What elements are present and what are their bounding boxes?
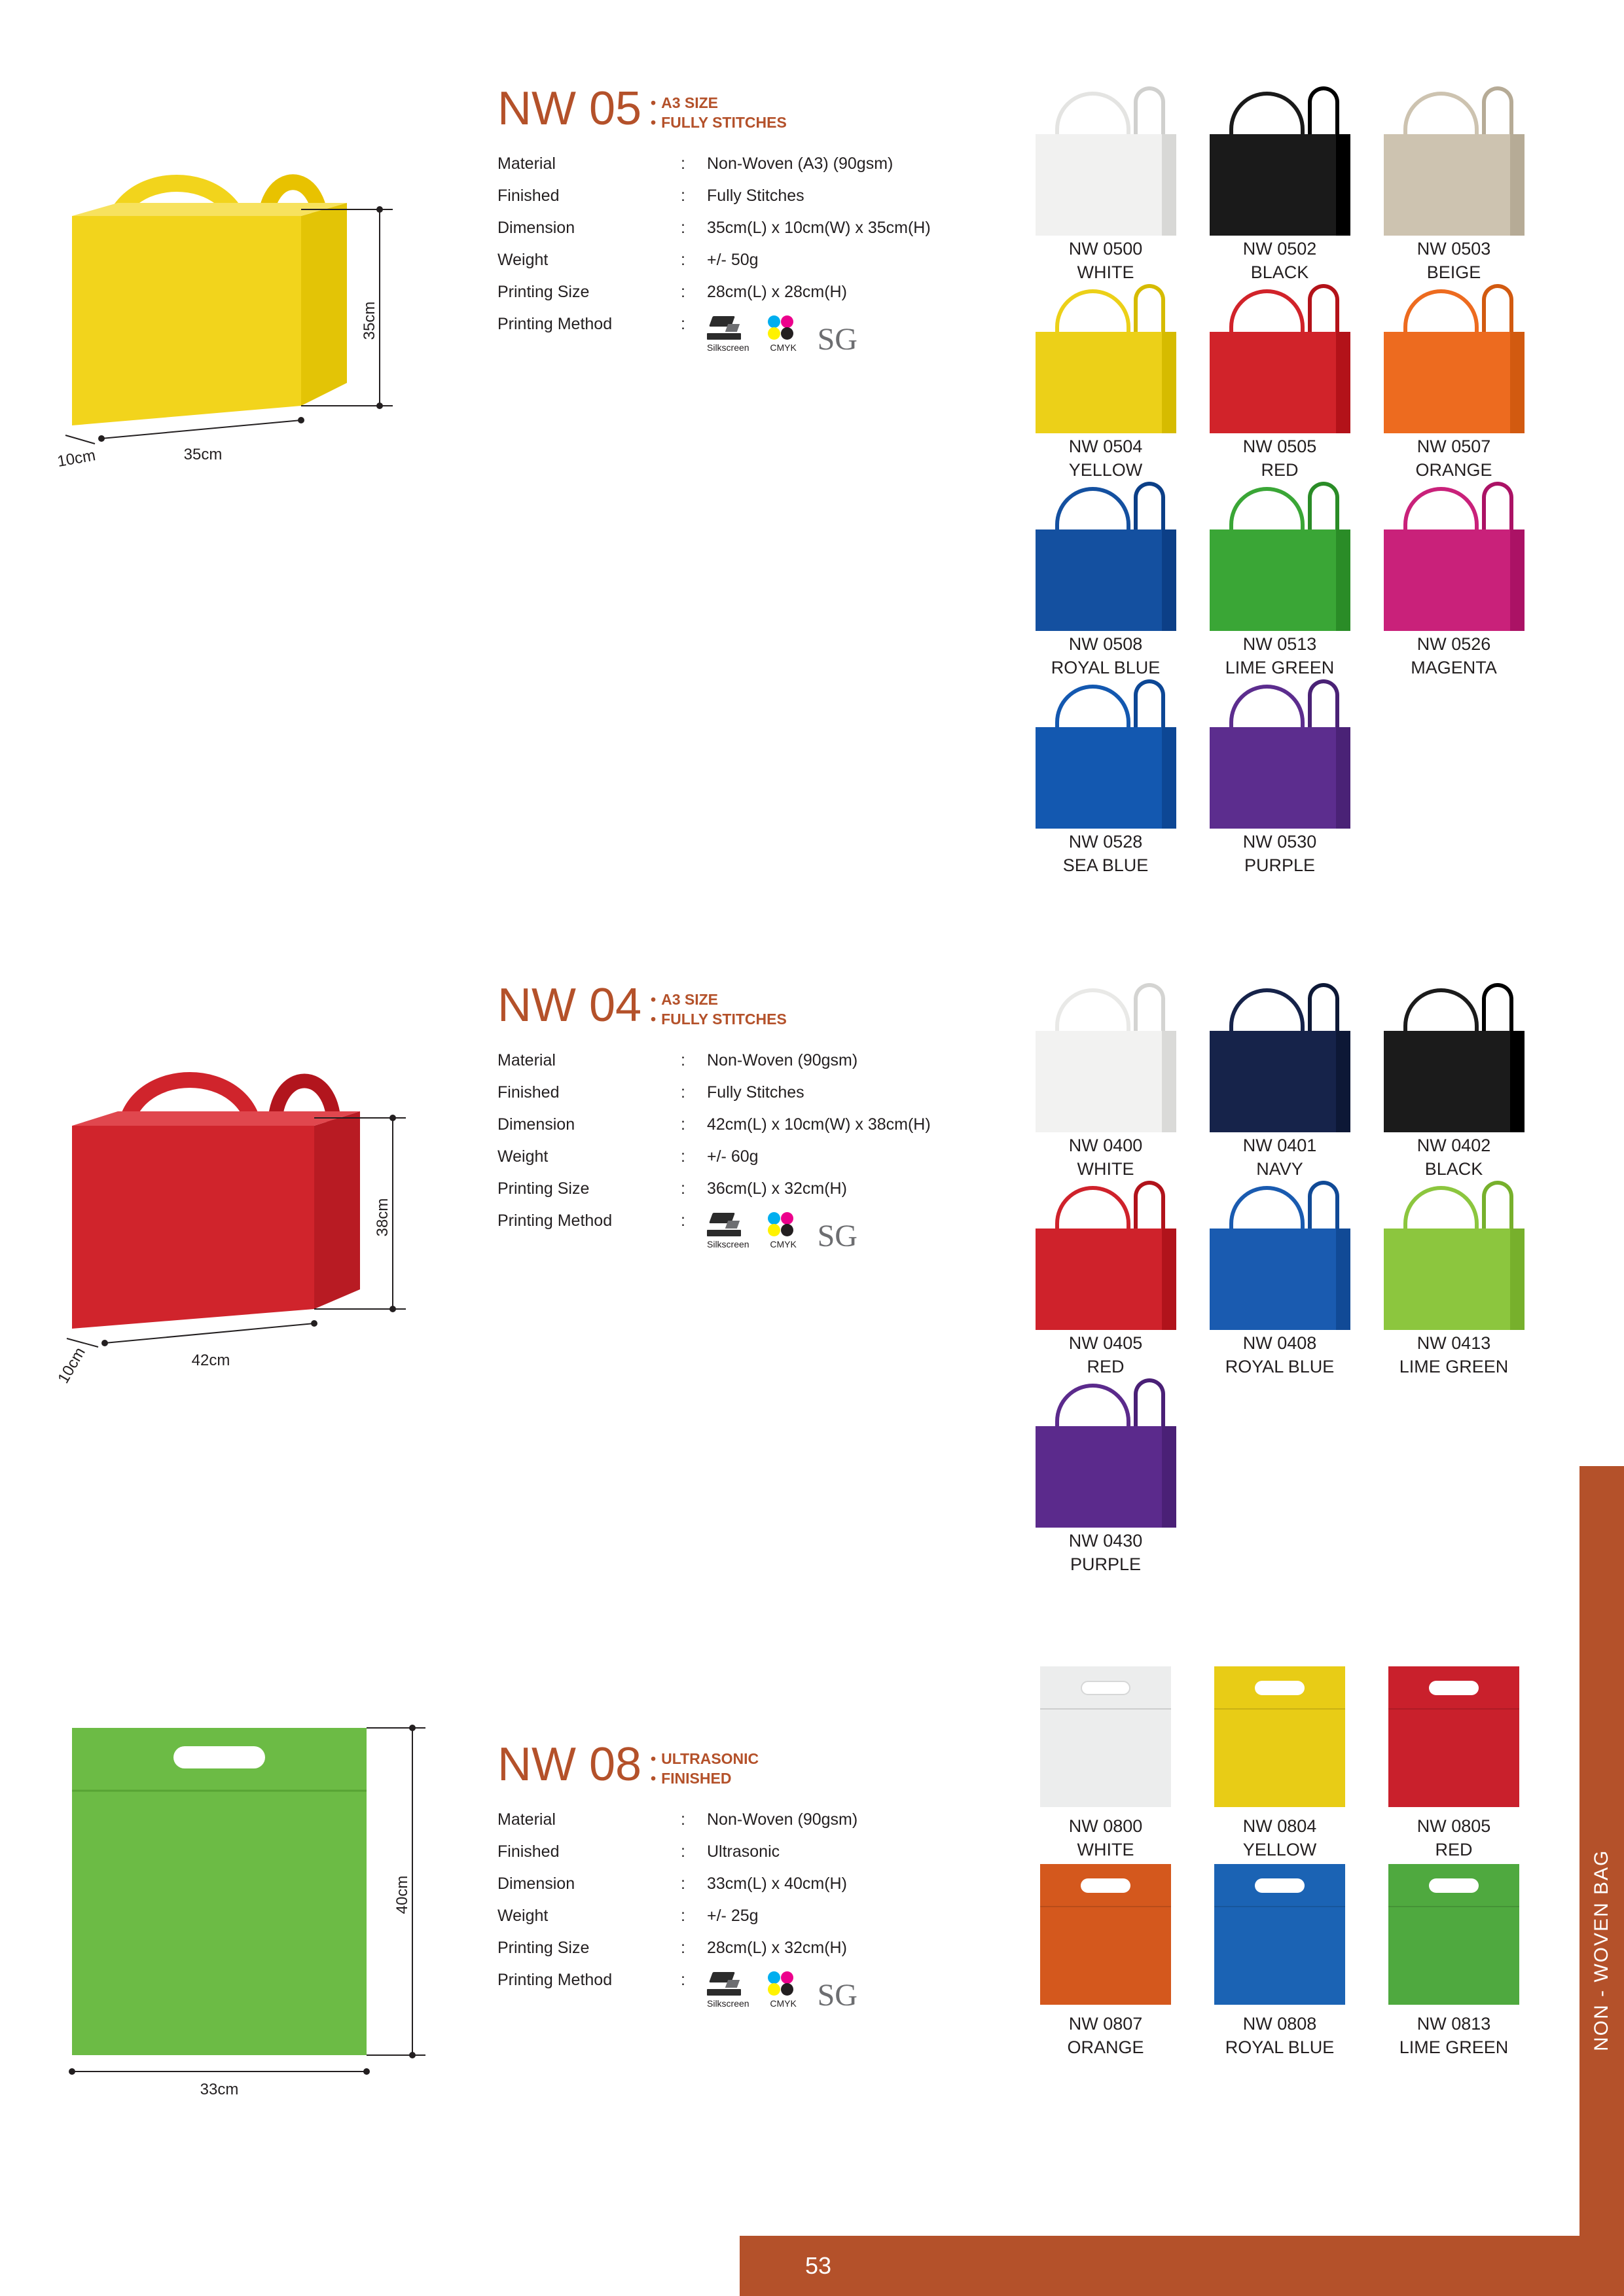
spec-row-finished <box>497 180 1008 212</box>
tote-bag-icon <box>1210 85 1350 236</box>
color-cell <box>1195 480 1364 678</box>
cmyk-icon-block <box>767 1211 801 1249</box>
colon: : <box>681 1842 685 1861</box>
sg-icon-block <box>817 1219 857 1253</box>
spec-table-nw05 <box>497 148 1008 359</box>
label-dimension: Dimension <box>497 1115 575 1134</box>
sg-icon-block <box>817 1978 857 2013</box>
color-code: NW 0505 <box>1242 437 1317 456</box>
dcut-bag-icon <box>1388 1860 1519 2011</box>
spec-row-printing-size <box>497 1173 1008 1205</box>
spec-row-material <box>497 1045 1008 1077</box>
tote-bag-icon <box>1036 678 1176 829</box>
spec-row-finished <box>497 1836 1008 1868</box>
spec-row-printing-size <box>497 276 1008 308</box>
sg-icon: SG <box>817 1219 857 1253</box>
value-dimension-nw08: 33cm(L) x 40cm(H) <box>707 1874 847 1893</box>
hero-bag-svg <box>39 982 471 1388</box>
silkscreen-icon <box>707 315 741 341</box>
color-grid-row <box>1021 480 1545 678</box>
color-grid-nw05 <box>1021 85 1545 876</box>
hero-dim-width-nw05: 35cm <box>183 446 223 463</box>
hero-illustration-nw04 <box>39 982 471 1391</box>
color-name: LIME GREEN <box>1399 1357 1509 1376</box>
cmyk-icon-block <box>767 315 801 353</box>
hero-illustration-nw05 <box>39 85 471 494</box>
tote-bag-icon <box>1384 480 1525 631</box>
color-code: NW 0507 <box>1416 437 1491 456</box>
tote-bag-icon <box>1036 982 1176 1132</box>
color-cell <box>1021 85 1190 283</box>
cmyk-icon-block <box>767 1971 801 2009</box>
printing-method-icons-nw08 <box>707 1971 1008 2013</box>
color-name: PURPLE <box>1070 1554 1142 1574</box>
color-name: RED <box>1087 1357 1125 1376</box>
spec-row-printing-method <box>497 1205 1008 1256</box>
color-grid-row <box>1021 982 1545 1179</box>
color-code: NW 0807 <box>1068 2014 1143 2034</box>
color-code: NW 0405 <box>1068 1333 1143 1353</box>
sg-icon-block <box>817 322 857 357</box>
color-code: NW 0500 <box>1068 239 1143 259</box>
product-code-nw08: NW 08 <box>497 1738 642 1791</box>
colon: : <box>681 219 685 237</box>
silkscreen-label: Silkscreen <box>707 1239 749 1249</box>
color-cell <box>1195 283 1364 480</box>
color-cell <box>1021 678 1190 876</box>
color-grid-row <box>1021 1662 1545 1860</box>
page-footer <box>740 2236 1624 2296</box>
color-code: NW 0502 <box>1242 239 1317 259</box>
colon: : <box>681 1810 685 1829</box>
silkscreen-icon-block <box>707 1971 749 2009</box>
spec-block-nw04 <box>497 979 1008 1256</box>
color-name: BLACK <box>1250 262 1309 282</box>
hero-illustration-nw08 <box>39 1662 471 2098</box>
tote-bag-icon <box>1384 283 1525 433</box>
value-printing-size-nw08: 28cm(L) x 32cm(H) <box>707 1939 847 1957</box>
color-name: ROYAL BLUE <box>1225 2037 1335 2057</box>
color-code: NW 0430 <box>1068 1531 1143 1551</box>
tote-bag-icon <box>1384 1179 1525 1330</box>
page-number: 53 <box>805 2252 832 2279</box>
hero-bag-svg <box>39 85 471 491</box>
silkscreen-icon-block <box>707 1211 749 1249</box>
color-cell-empty <box>1195 1377 1364 1575</box>
cmyk-icon <box>767 1211 801 1238</box>
color-name: MAGENTA <box>1411 658 1497 677</box>
tote-bag-icon <box>1036 1179 1176 1330</box>
title-row-nw05 <box>497 82 1008 135</box>
label-printing-method: Printing Method <box>497 1971 613 1989</box>
badges-nw08 <box>651 1749 759 1788</box>
badge-nw08-1: • ULTRASONIC <box>651 1749 759 1768</box>
dcut-bag-icon <box>1040 1662 1171 1813</box>
spec-row-weight <box>497 1900 1008 1932</box>
colon: : <box>681 1971 685 1989</box>
colon: : <box>681 1083 685 1102</box>
color-name: BLACK <box>1424 1159 1483 1179</box>
color-cell-empty <box>1369 678 1538 876</box>
dcut-bag-icon <box>1214 1860 1345 2011</box>
color-code: NW 0400 <box>1068 1136 1143 1155</box>
label-dimension: Dimension <box>497 219 575 237</box>
color-code: NW 0401 <box>1242 1136 1317 1155</box>
color-name: YELLOW <box>1068 460 1143 480</box>
color-cell-empty <box>1369 1377 1538 1575</box>
value-dimension-nw05: 35cm(L) x 10cm(W) x 35cm(H) <box>707 219 931 237</box>
tote-bag-icon <box>1036 283 1176 433</box>
badge-nw04-2: • FULLY STITCHES <box>651 1009 787 1029</box>
spec-row-printing-method <box>497 1964 1008 2015</box>
hero-dim-depth-nw04: 10cm <box>54 1344 89 1387</box>
color-name: LIME GREEN <box>1399 2037 1509 2057</box>
value-finished-nw04: Fully Stitches <box>707 1083 804 1102</box>
dcut-bag-icon <box>1214 1662 1345 1813</box>
hero-dim-width-nw04: 42cm <box>191 1352 230 1369</box>
colon: : <box>681 315 685 333</box>
cmyk-icon <box>767 315 801 341</box>
color-code: NW 0413 <box>1416 1333 1491 1353</box>
badge-nw05-1: • A3 SIZE <box>651 93 787 113</box>
sg-icon: SG <box>817 322 857 357</box>
silkscreen-icon-block <box>707 315 749 353</box>
color-cell <box>1369 1860 1538 2058</box>
sg-icon: SG <box>817 1978 857 2013</box>
value-weight-nw08: +/- 25g <box>707 1907 759 1925</box>
cmyk-label: CMYK <box>770 1239 797 1249</box>
color-name: NAVY <box>1256 1159 1303 1179</box>
spec-row-weight <box>497 1141 1008 1173</box>
color-cell <box>1195 85 1364 283</box>
label-material: Material <box>497 1810 556 1829</box>
spec-row-dimension <box>497 1868 1008 1900</box>
colon: : <box>681 1211 685 1230</box>
colon: : <box>681 1874 685 1893</box>
color-cell <box>1195 678 1364 876</box>
color-name: BEIGE <box>1426 262 1481 282</box>
color-cell <box>1369 85 1538 283</box>
colon: : <box>681 251 685 269</box>
color-cell <box>1195 1860 1364 2058</box>
color-cell <box>1369 1179 1538 1377</box>
hero-dim-height-nw05: 35cm <box>361 301 378 340</box>
badges-nw05 <box>651 93 787 132</box>
color-cell <box>1021 1662 1190 1860</box>
badge-nw05-2: • FULLY STITCHES <box>651 113 787 132</box>
color-code: NW 0526 <box>1416 634 1491 654</box>
color-name: YELLOW <box>1242 1840 1317 1859</box>
label-finished: Finished <box>497 1083 560 1102</box>
color-grid-row <box>1021 1179 1545 1377</box>
color-name: WHITE <box>1077 1840 1134 1859</box>
spec-row-printing-size <box>497 1932 1008 1964</box>
tote-bag-icon <box>1210 982 1350 1132</box>
hero-dim-height-nw04: 38cm <box>374 1198 391 1237</box>
color-grid-row <box>1021 1860 1545 2058</box>
color-grid-row <box>1021 283 1545 480</box>
spec-block-nw05 <box>497 82 1008 359</box>
spec-row-printing-method <box>497 308 1008 359</box>
color-code: NW 0813 <box>1416 2014 1491 2034</box>
spec-block-nw08 <box>497 1738 1008 2015</box>
color-name: SEA BLUE <box>1062 855 1149 875</box>
label-printing-size: Printing Size <box>497 1179 590 1198</box>
cmyk-label: CMYK <box>770 342 797 353</box>
value-finished-nw08: Ultrasonic <box>707 1842 780 1861</box>
colon: : <box>681 1179 685 1198</box>
color-cell <box>1369 480 1538 678</box>
tote-bag-icon <box>1210 678 1350 829</box>
cmyk-icon <box>767 1971 801 1997</box>
spec-table-nw08 <box>497 1804 1008 2015</box>
hero-dim-width-nw08: 33cm <box>200 2081 239 2098</box>
colon: : <box>681 1907 685 1925</box>
color-code: NW 0528 <box>1068 832 1143 852</box>
color-cell <box>1021 480 1190 678</box>
label-printing-size: Printing Size <box>497 283 590 301</box>
label-material: Material <box>497 154 556 173</box>
cmyk-label: CMYK <box>770 1998 797 2009</box>
color-name: ROYAL BLUE <box>1225 1357 1335 1376</box>
color-cell <box>1021 283 1190 480</box>
value-printing-size-nw05: 28cm(L) x 28cm(H) <box>707 283 847 301</box>
value-finished-nw05: Fully Stitches <box>707 187 804 205</box>
label-material: Material <box>497 1051 556 1069</box>
color-code: NW 0800 <box>1068 1816 1143 1836</box>
label-printing-method: Printing Method <box>497 315 613 333</box>
color-cell <box>1369 283 1538 480</box>
color-code: NW 0503 <box>1416 239 1491 259</box>
printing-method-icons-nw05 <box>707 315 1008 357</box>
tote-bag-icon <box>1384 982 1525 1132</box>
value-weight-nw05: +/- 50g <box>707 251 759 269</box>
color-name: WHITE <box>1077 262 1134 282</box>
spec-row-material <box>497 148 1008 180</box>
spec-row-dimension <box>497 212 1008 244</box>
color-name: ROYAL BLUE <box>1051 658 1161 677</box>
value-printing-size-nw04: 36cm(L) x 32cm(H) <box>707 1179 847 1198</box>
colon: : <box>681 187 685 205</box>
product-code-nw04: NW 04 <box>497 979 642 1031</box>
color-grid-row <box>1021 678 1545 876</box>
tote-bag-icon <box>1210 283 1350 433</box>
label-weight: Weight <box>497 251 549 269</box>
silkscreen-icon <box>707 1971 741 1997</box>
hero-bag-svg <box>39 1662 471 2098</box>
title-row-nw04 <box>497 979 1008 1031</box>
silkscreen-label: Silkscreen <box>707 342 749 353</box>
tote-bag-icon <box>1210 1179 1350 1330</box>
side-tab-label: NON - WOVEN BAG <box>1591 1849 1612 2052</box>
color-code: NW 0805 <box>1416 1816 1491 1836</box>
spec-row-material <box>497 1804 1008 1836</box>
spec-row-weight <box>497 244 1008 276</box>
color-name: ORANGE <box>1067 2037 1144 2057</box>
silkscreen-label: Silkscreen <box>707 1998 749 2009</box>
colon: : <box>681 1115 685 1134</box>
color-grid-nw04 <box>1021 982 1545 1575</box>
badge-nw04-1: • A3 SIZE <box>651 990 787 1009</box>
label-printing-method: Printing Method <box>497 1211 613 1230</box>
color-name: WHITE <box>1077 1159 1134 1179</box>
value-material-nw04: Non-Woven (90gsm) <box>707 1051 858 1069</box>
colon: : <box>681 283 685 301</box>
label-finished: Finished <box>497 1842 560 1861</box>
color-code: NW 0808 <box>1242 2014 1317 2034</box>
color-code: NW 0530 <box>1242 832 1317 852</box>
color-cell <box>1021 1860 1190 2058</box>
dcut-bag-icon <box>1388 1662 1519 1813</box>
tote-bag-icon <box>1210 480 1350 631</box>
label-weight: Weight <box>497 1147 549 1166</box>
tote-bag-icon <box>1384 85 1525 236</box>
printing-method-icons-nw04 <box>707 1211 1008 1253</box>
color-grid-nw08 <box>1021 1662 1545 2058</box>
value-material-nw05: Non-Woven (A3) (90gsm) <box>707 154 893 173</box>
color-cell <box>1195 1179 1364 1377</box>
tote-bag-icon <box>1036 1377 1176 1528</box>
colon: : <box>681 154 685 173</box>
color-code: NW 0513 <box>1242 634 1317 654</box>
color-cell <box>1021 982 1190 1179</box>
color-code: NW 0508 <box>1068 634 1143 654</box>
badge-nw08-2: • FINISHED <box>651 1768 759 1788</box>
badges-nw04 <box>651 990 787 1029</box>
colon: : <box>681 1147 685 1166</box>
colon: : <box>681 1939 685 1957</box>
label-weight: Weight <box>497 1907 549 1925</box>
value-dimension-nw04: 42cm(L) x 10cm(W) x 38cm(H) <box>707 1115 931 1134</box>
color-cell <box>1195 1662 1364 1860</box>
color-code: NW 0402 <box>1416 1136 1491 1155</box>
label-printing-size: Printing Size <box>497 1939 590 1957</box>
hero-dim-depth-nw05: 10cm <box>56 446 97 471</box>
value-weight-nw04: +/- 60g <box>707 1147 759 1166</box>
label-finished: Finished <box>497 187 560 205</box>
color-name: ORANGE <box>1415 460 1492 480</box>
spec-row-dimension <box>497 1109 1008 1141</box>
title-row-nw08 <box>497 1738 1008 1791</box>
color-cell <box>1369 982 1538 1179</box>
dcut-bag-icon <box>1040 1860 1171 2011</box>
color-cell <box>1369 1662 1538 1860</box>
color-name: RED <box>1261 460 1299 480</box>
hero-dim-height-nw08: 40cm <box>393 1875 411 1914</box>
label-dimension: Dimension <box>497 1874 575 1893</box>
color-name: PURPLE <box>1244 855 1316 875</box>
color-cell <box>1021 1377 1190 1575</box>
product-code-nw05: NW 05 <box>497 82 642 135</box>
color-code: NW 0504 <box>1068 437 1143 456</box>
spec-row-finished <box>497 1077 1008 1109</box>
color-cell <box>1021 1179 1190 1377</box>
color-cell <box>1195 982 1364 1179</box>
tote-bag-icon <box>1036 480 1176 631</box>
colon: : <box>681 1051 685 1069</box>
value-material-nw08: Non-Woven (90gsm) <box>707 1810 858 1829</box>
color-grid-row <box>1021 1377 1545 1575</box>
color-code: NW 0408 <box>1242 1333 1317 1353</box>
color-name: LIME GREEN <box>1225 658 1335 677</box>
color-grid-row <box>1021 85 1545 283</box>
silkscreen-icon <box>707 1211 741 1238</box>
spec-table-nw04 <box>497 1045 1008 1256</box>
tote-bag-icon <box>1036 85 1176 236</box>
color-name: RED <box>1435 1840 1473 1859</box>
color-code: NW 0804 <box>1242 1816 1317 1836</box>
